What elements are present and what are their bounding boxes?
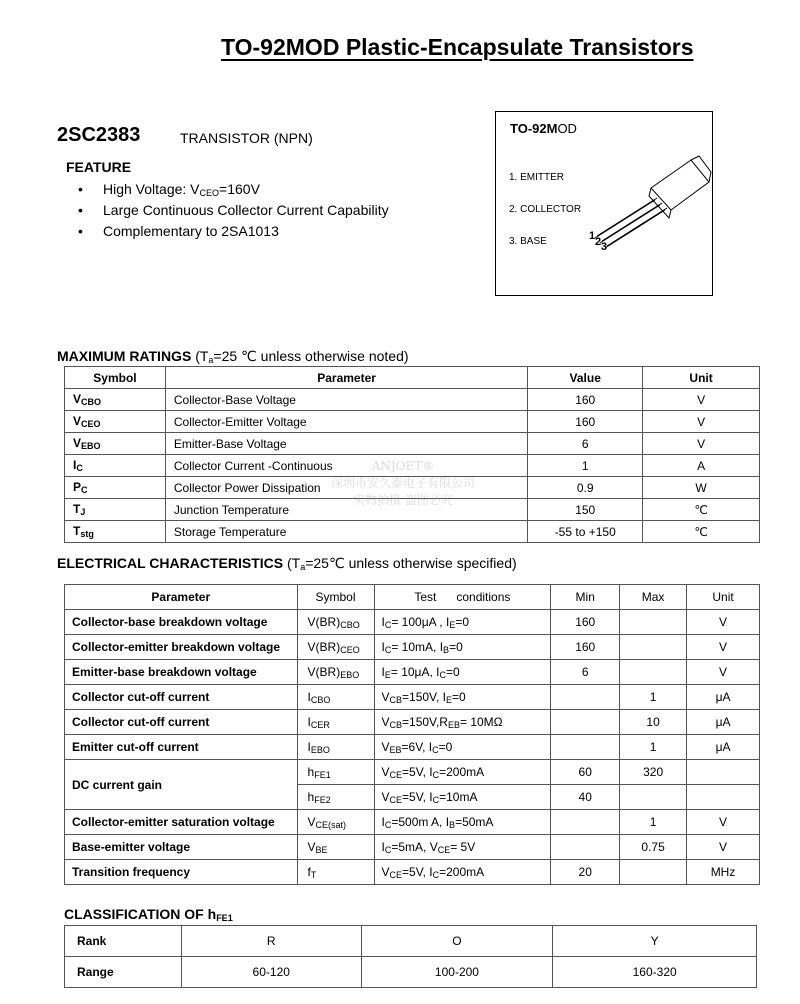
transistor-package-icon — [589, 150, 711, 253]
symbol-cell: $I_C$ — [65, 455, 166, 477]
unit-cell: V — [643, 411, 760, 433]
table-row — [65, 499, 760, 521]
max-cell: 1 — [620, 810, 687, 835]
parameter-cell: Emitter-Base Voltage — [165, 433, 527, 455]
classification-heading: CLASSIFICATION OF $h_{FE1}$ — [64, 906, 233, 923]
max-cell: 10 — [620, 710, 687, 735]
package-title: TO-92MOD — [510, 121, 577, 136]
conditions-cell: $V_{CE}=5V$, $I_C=200mA$ — [374, 760, 551, 785]
parameter-cell: Collector Power Dissipation — [165, 477, 527, 499]
symbol-cell: $T_J$ — [65, 499, 166, 521]
feature-item: • Large Continuous Collector Current Capability — [78, 200, 389, 221]
conditions-cell: $I_C= 10mA$, $I_B=0$ — [374, 635, 551, 660]
parameter-cell: Collector cut-off current — [65, 710, 298, 735]
max-cell — [620, 610, 687, 635]
feature-heading: FEATURE — [66, 159, 132, 175]
table-row — [65, 411, 760, 433]
parameter-cell: Emitter cut-off current — [65, 735, 298, 760]
unit-cell: V — [643, 389, 760, 411]
parameter-cell: Collector-emitter breakdown voltage — [65, 635, 298, 660]
conditions-cell: $V_{CB}=150V$, $I_E=0$ — [374, 685, 551, 710]
conditions-cell: $V_{CE}=5V$, $I_C=200mA$ — [374, 860, 551, 885]
table-row — [65, 685, 760, 710]
electrical-table — [64, 584, 760, 885]
value-cell: 160 — [528, 389, 643, 411]
parameter-cell: Collector-Emitter Voltage — [165, 411, 527, 433]
unit-cell: V — [687, 810, 760, 835]
symbol-cell: $h_{FE1}$ — [297, 760, 374, 785]
symbol-cell: $V(BR)_{CEO}$ — [297, 635, 374, 660]
symbol-cell: $V(BR)_{EBO}$ — [297, 660, 374, 685]
unit-cell: V — [687, 610, 760, 635]
min-cell — [551, 685, 620, 710]
symbol-cell: $f_T$ — [297, 860, 374, 885]
unit-cell: A — [643, 455, 760, 477]
table-row — [65, 835, 760, 860]
min-cell — [551, 810, 620, 835]
page-title: TO-92MOD Plastic-Encapsulate Transistors — [221, 34, 694, 60]
max-ratings-table — [64, 366, 760, 543]
pin-label-emitter: 1. EMITTER — [509, 172, 565, 183]
table-row — [65, 660, 760, 685]
pin-label-collector: 2. COLLECTOR — [509, 204, 582, 215]
pin-number-1: 1 — [589, 230, 596, 242]
unit-cell: μA — [687, 735, 760, 760]
min-cell — [551, 710, 620, 735]
table-row — [65, 455, 760, 477]
parameter-cell: DC current gain — [65, 760, 298, 810]
max-cell: 320 — [620, 760, 687, 785]
part-type: TRANSISTOR (NPN) — [180, 130, 313, 146]
part-number: 2SC2383 — [57, 124, 141, 146]
table-row — [65, 735, 760, 760]
symbol-cell: $V(BR)_{CBO}$ — [297, 610, 374, 635]
watermark: ANJOET® 深圳市安久泰电子有限公司 实物拍摄 盗图必究 — [330, 459, 475, 507]
parameter-cell: Base-emitter voltage — [65, 835, 298, 860]
unit-cell: μA — [687, 685, 760, 710]
conditions-cell: $V_{CE}=5V$, $I_C=10mA$ — [374, 785, 551, 810]
feature-list — [78, 179, 389, 242]
pin-label-base: 3. BASE — [509, 236, 547, 247]
unit-cell — [687, 760, 760, 785]
max-cell — [620, 785, 687, 810]
symbol-cell: $I_{CER}$ — [297, 710, 374, 735]
max-cell — [620, 660, 687, 685]
table-row — [65, 635, 760, 660]
value-cell: 160 — [528, 411, 643, 433]
symbol-cell: $V_{EBO}$ — [65, 433, 166, 455]
min-cell: 6 — [551, 660, 620, 685]
symbol-cell: $V_{CBO}$ — [65, 389, 166, 411]
unit-cell: W — [643, 477, 760, 499]
feature-item: • Complementary to 2SA1013 — [78, 221, 389, 242]
conditions-cell: $V_{CB}=150V,R_{EB}= 10M\Omega$ — [374, 710, 551, 735]
package-diagram — [495, 111, 713, 296]
unit-cell: V — [687, 835, 760, 860]
value-cell: 150 — [528, 499, 643, 521]
classification-table — [64, 925, 757, 988]
min-cell: 40 — [551, 785, 620, 810]
max-cell: 0.75 — [620, 835, 687, 860]
min-cell: 20 — [551, 860, 620, 885]
value-cell: 6 — [528, 433, 643, 455]
max-ratings-heading: MAXIMUM RATINGS ($T_a=25$ ℃ unless otherwise noted) — [57, 348, 409, 365]
symbol-cell: $V_{CE(sat)}$ — [297, 810, 374, 835]
unit-cell: V — [687, 635, 760, 660]
table-row — [65, 433, 760, 455]
unit-cell: MHz — [687, 860, 760, 885]
table-row — [65, 710, 760, 735]
max-cell: 1 — [620, 735, 687, 760]
parameter-cell: Collector-base breakdown voltage — [65, 610, 298, 635]
table-row — [65, 477, 760, 499]
table-row: Range 60-120 100-200 160-320 — [65, 957, 757, 988]
unit-cell: ℃ — [643, 499, 760, 521]
bullet-icon: • — [78, 202, 83, 218]
symbol-cell: $P_C$ — [65, 477, 166, 499]
table-row — [65, 521, 760, 543]
value-cell: -55 to +150 — [528, 521, 643, 543]
unit-cell: μA — [687, 710, 760, 735]
conditions-cell: $I_E= 10\mu A$, $I_C=0$ — [374, 660, 551, 685]
symbol-cell: $I_{CBO}$ — [297, 685, 374, 710]
min-cell: 160 — [551, 610, 620, 635]
table-row — [65, 389, 760, 411]
conditions-cell: $I_C=5mA$, $V_{CE}= 5V$ — [374, 835, 551, 860]
unit-cell: V — [687, 660, 760, 685]
parameter-cell: Collector cut-off current — [65, 685, 298, 710]
min-cell: 60 — [551, 760, 620, 785]
parameter-cell: Collector Current -Continuous — [165, 455, 527, 477]
symbol-cell: $V_{BE}$ — [297, 835, 374, 860]
value-cell: 0.9 — [528, 477, 643, 499]
min-cell — [551, 835, 620, 860]
table-row: Rank R O Y — [65, 926, 757, 957]
conditions-cell: $V_{EB}=6V$, $I_C=0$ — [374, 735, 551, 760]
pin-number-3: 3 — [601, 241, 608, 253]
pin-number-2: 2 — [595, 236, 602, 248]
conditions-cell: $I_C=500m$ A, $I_B=50mA$ — [374, 810, 551, 835]
table-row — [65, 860, 760, 885]
max-cell — [620, 635, 687, 660]
symbol-cell: $h_{FE2}$ — [297, 785, 374, 810]
parameter-cell: Junction Temperature — [165, 499, 527, 521]
max-cell — [620, 860, 687, 885]
value-cell: 1 — [528, 455, 643, 477]
symbol-cell: $V_{CEO}$ — [65, 411, 166, 433]
unit-cell — [687, 785, 760, 810]
parameter-cell: Collector-Base Voltage — [165, 389, 527, 411]
table-row — [65, 810, 760, 835]
max-cell: 1 — [620, 685, 687, 710]
table-header-row: Symbol Parameter Value Unit — [65, 367, 760, 389]
parameter-cell: Collector-emitter saturation voltage — [65, 810, 298, 835]
table-header-row: Parameter Symbol Test conditions Min Max Unit — [65, 585, 760, 610]
table-row — [65, 760, 760, 785]
unit-cell: V — [643, 433, 760, 455]
symbol-cell: $T_{stg}$ — [65, 521, 166, 543]
parameter-cell: Emitter-base breakdown voltage — [65, 660, 298, 685]
bullet-icon: • — [78, 223, 83, 239]
feature-item: • High Voltage: $V_{CEO}=160V$ — [78, 181, 260, 198]
parameter-cell: Storage Temperature — [165, 521, 527, 543]
conditions-cell: $I_C= 100\mu A$ , $I_E=0$ — [374, 610, 551, 635]
min-cell — [551, 735, 620, 760]
symbol-cell: $I_{EBO}$ — [297, 735, 374, 760]
unit-cell: ℃ — [643, 521, 760, 543]
min-cell: 160 — [551, 635, 620, 660]
table-row — [65, 610, 760, 635]
electrical-heading: ELECTRICAL CHARACTERISTICS ($T_a=25℃$ unless otherwise specified) — [57, 555, 517, 572]
parameter-cell: Transition frequency — [65, 860, 298, 885]
bullet-icon: • — [78, 181, 83, 197]
